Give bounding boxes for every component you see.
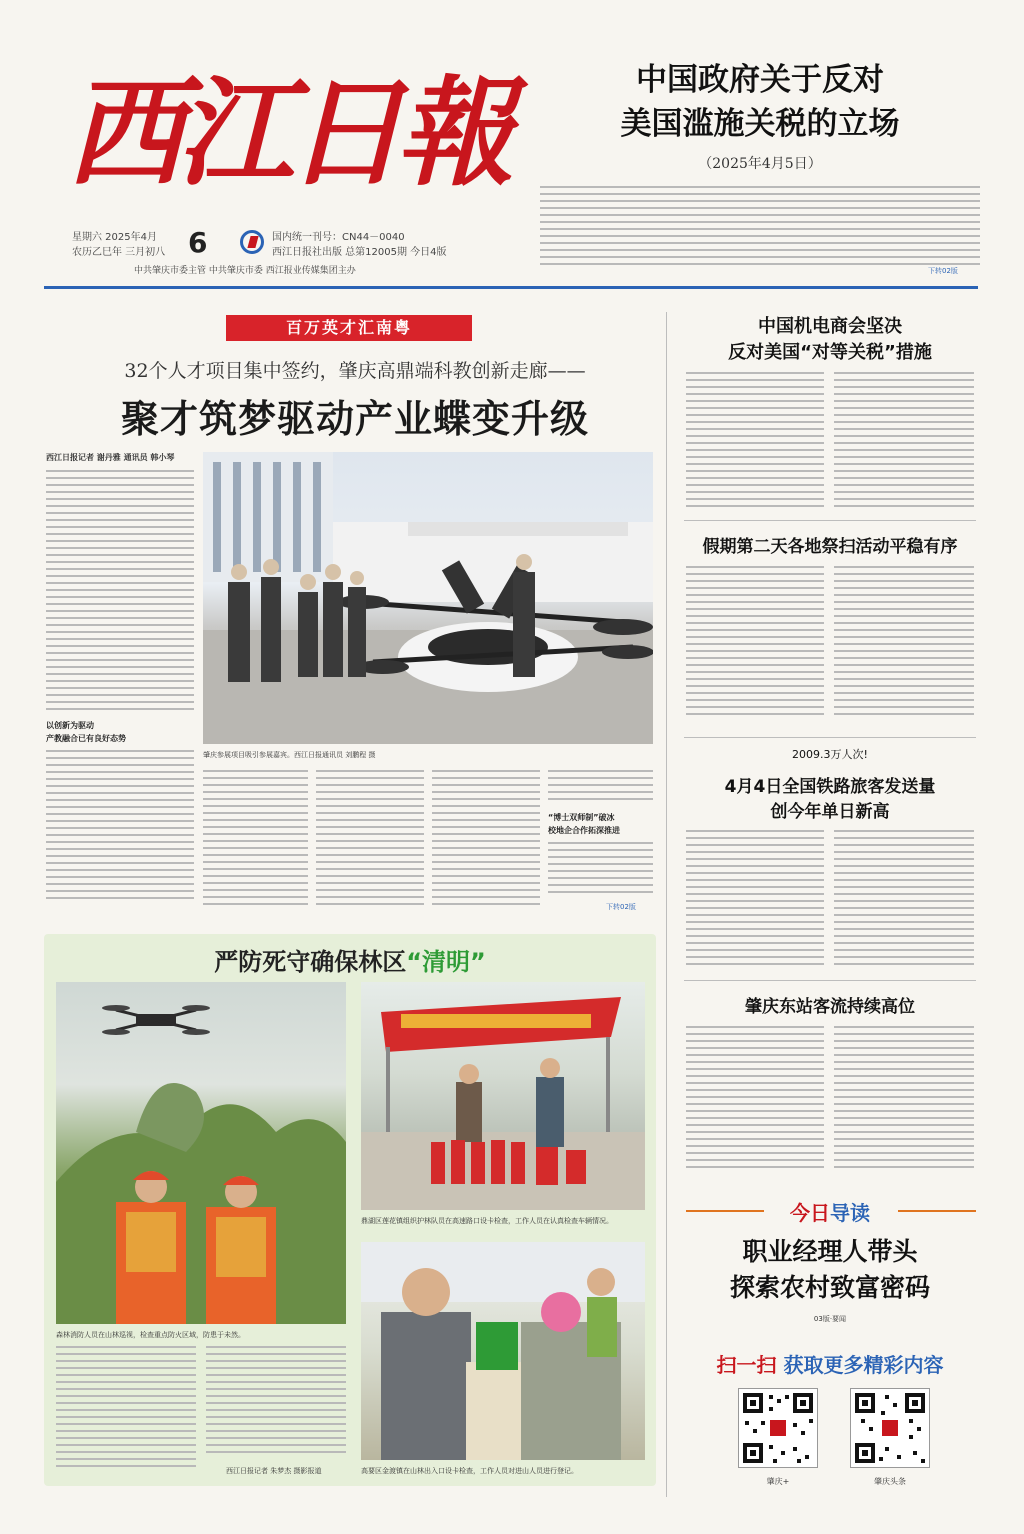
right-story3-title-line1[interactable]: 4月4日全国铁路旅客发送量 bbox=[724, 777, 936, 797]
guide-page-ref: 03版·要闻 bbox=[813, 1315, 847, 1323]
top-story-body bbox=[540, 186, 980, 270]
lead-subhead-1a: 以创新为驱动 bbox=[46, 721, 94, 730]
forest-body-col2 bbox=[206, 1346, 346, 1458]
right-story3-body-a bbox=[686, 830, 824, 970]
right-rule-2 bbox=[684, 737, 976, 738]
publisher-logo-icon bbox=[240, 230, 264, 254]
right-rule-3 bbox=[684, 980, 976, 981]
forest-illustration-left bbox=[56, 982, 346, 1324]
lead-body-col5a bbox=[548, 770, 653, 804]
lead-body-col2 bbox=[203, 770, 308, 910]
edition-date-line2: 农历乙巳年 三月初八 bbox=[72, 247, 166, 258]
lead-body-col3 bbox=[316, 770, 424, 910]
forest-caption-bottom: 高要区金渡镇在山林出入口设卡检查，工作人员对进山人员进行登记。 bbox=[361, 1467, 578, 1475]
forest-caption-left: 森林消防人员在山林巡视，检查重点防火区域，防患于未然。 bbox=[56, 1331, 245, 1339]
scan-prompt bbox=[684, 1349, 976, 1378]
right-story2-body-a bbox=[686, 566, 824, 726]
lead-body-col1b bbox=[46, 750, 194, 905]
edition-publisher: 西江日报社出版 总第12005期 今日4版 bbox=[272, 247, 447, 258]
qr-code-left[interactable] bbox=[738, 1388, 818, 1468]
lead-headline[interactable]: 聚才筑梦驱动产业蝶变升级 bbox=[120, 397, 589, 441]
forest-title[interactable] bbox=[44, 942, 656, 977]
edition-sponsors: 中共肇庆市委主管 中共肇庆市委 西江报业传媒集团主办 bbox=[134, 266, 356, 276]
lead-byline: 西江日报记者 谢丹雅 通讯员 韩小琴 bbox=[46, 453, 175, 462]
top-story-title-line2: 美国滥施关税的立场 bbox=[620, 106, 900, 142]
lead-subhead-2a: “博士双师制”破冰 bbox=[548, 813, 615, 822]
lead-body-col5b bbox=[548, 842, 653, 902]
forest-title-quote: “清明” bbox=[406, 948, 486, 976]
right-story3-title-line2[interactable]: 创今年单日新高 bbox=[770, 802, 890, 822]
today-label-b: 导读 bbox=[830, 1201, 870, 1225]
checkpoint-illustration bbox=[361, 982, 645, 1210]
qr-label-left: 肇庆+ bbox=[766, 1477, 790, 1486]
forest-photo-bottom-right bbox=[361, 1242, 645, 1460]
forest-title-prefix: 严防死守确保林区 bbox=[214, 948, 407, 976]
masthead-rule bbox=[44, 286, 978, 289]
forest-caption-top-right: 鼎湖区莲花镇组织护林队员在高速路口设卡检查，工作人员在认真检查车辆情况。 bbox=[361, 1217, 613, 1225]
forest-byline: 西江日报记者 朱梦杰 摄影报道 bbox=[226, 1467, 322, 1475]
today-guide-label bbox=[684, 1197, 976, 1226]
forest-photo-left bbox=[56, 982, 346, 1324]
qr-label-right: 肇庆头条 bbox=[874, 1477, 906, 1486]
guide-title-line1: 职业经理人带头 bbox=[742, 1237, 918, 1266]
masthead-logo: 西江日報 bbox=[66, 63, 507, 202]
right-story1-body-b bbox=[834, 372, 974, 514]
scan-text: 获取更多精彩内容 bbox=[783, 1353, 944, 1377]
right-story1-title-line1[interactable]: 中国机电商会坚决 bbox=[758, 316, 902, 337]
forest-body-col1 bbox=[56, 1346, 196, 1471]
column-divider bbox=[666, 312, 667, 1497]
top-story-title-line1: 中国政府关于反对 bbox=[636, 62, 884, 98]
forest-photo-top-right bbox=[361, 982, 645, 1210]
qr-code-icon bbox=[739, 1389, 817, 1467]
guide-headline[interactable] bbox=[684, 1234, 976, 1306]
right-story2-title[interactable]: 假期第二天各地祭扫活动平稳有序 bbox=[702, 537, 958, 557]
right-story4-body-b bbox=[834, 1026, 974, 1174]
registration-illustration bbox=[361, 1242, 645, 1460]
right-story4-body-a bbox=[686, 1026, 824, 1174]
today-label-a: 今日 bbox=[790, 1201, 830, 1225]
right-story4-title[interactable]: 肇庆东站客流持续高位 bbox=[745, 997, 915, 1017]
edition-date-line1: 星期六 2025年4月 bbox=[72, 232, 157, 243]
right-story2-body-b bbox=[834, 566, 974, 726]
lead-kicker: 32个人才项目集中签约，肇庆高鼎端科教创新走廊—— bbox=[124, 360, 586, 382]
qr-code-right[interactable] bbox=[850, 1388, 930, 1468]
evtol-photo-illustration bbox=[203, 452, 653, 744]
right-story3-kicker: 2009.3万人次! bbox=[792, 748, 868, 761]
right-story1-body-a bbox=[686, 372, 824, 514]
lead-body-col4 bbox=[432, 770, 540, 910]
lead-photo bbox=[203, 452, 653, 744]
lead-more-link[interactable]: 下转02版 bbox=[606, 903, 636, 911]
right-rule-1 bbox=[684, 520, 976, 521]
edition-page-number: 6 bbox=[188, 226, 208, 259]
top-story-more-link[interactable]: 下转02版 bbox=[928, 267, 958, 275]
guide-title-line2: 探索农村致富密码 bbox=[729, 1273, 930, 1302]
top-story-date: （2025年4月5日） bbox=[698, 156, 822, 172]
section-banner: 百万英才汇南粤 bbox=[226, 315, 472, 341]
right-story3-body-b bbox=[834, 830, 974, 970]
right-story1-title-line2[interactable]: 反对美国“对等关税”措施 bbox=[728, 342, 932, 363]
scan-prefix: 扫一扫 bbox=[716, 1353, 777, 1377]
lead-subhead-2b: 校地企合作拓深推进 bbox=[548, 826, 620, 835]
edition-cn-code: 国内统一刊号：CN44－0040 bbox=[272, 232, 405, 243]
lead-body-col1 bbox=[46, 470, 194, 715]
qr-code-icon bbox=[851, 1389, 929, 1467]
lead-subhead-1b: 产教融合已有良好态势 bbox=[46, 734, 126, 743]
drone-icon bbox=[102, 1005, 210, 1035]
top-story-headline[interactable] bbox=[540, 58, 980, 146]
lead-photo-caption: 肇庆参展项目吸引参展嘉宾。西江日报通讯员 刘鹏程 摄 bbox=[203, 751, 376, 759]
